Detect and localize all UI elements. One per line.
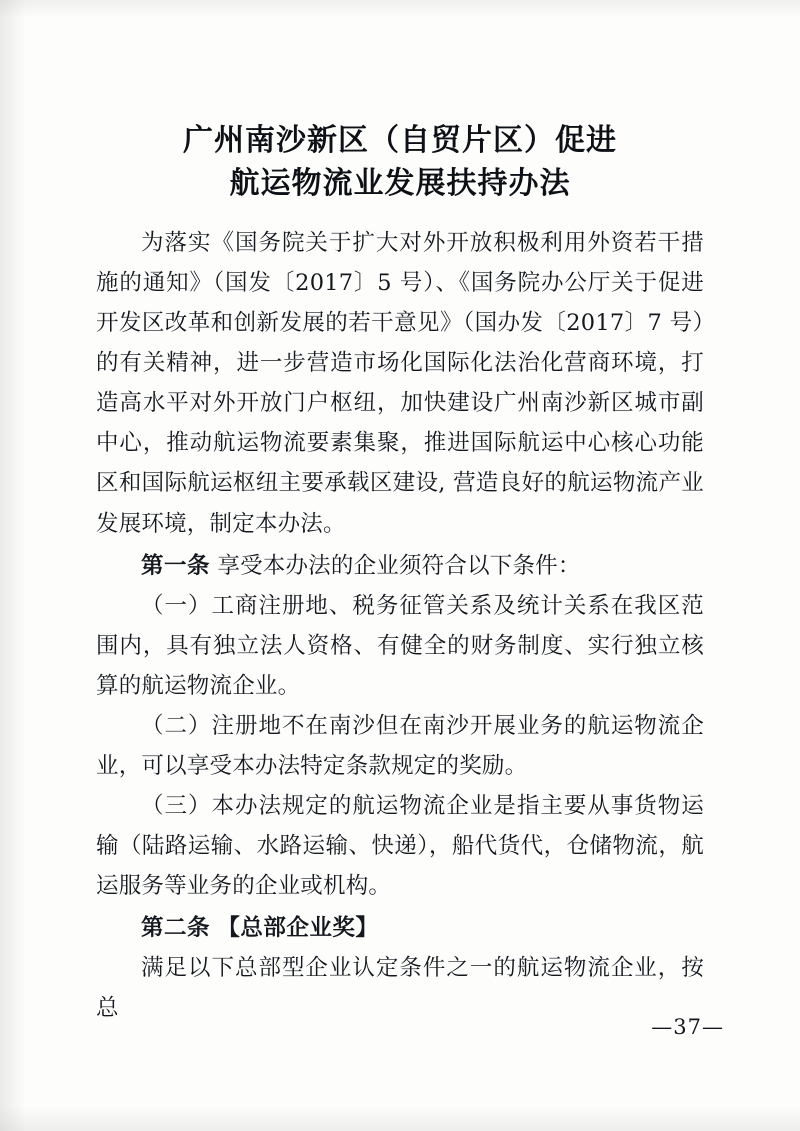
article-one-heading-text: 享受本办法的企业须符合以下条件： [217,552,581,579]
document-body [96,120,704,1028]
article-two-label: 第二条 [141,914,211,941]
article-two-item-1: 满足以下总部型企业认定条件之一的航运物流企业，按总 [96,955,704,1022]
article-two-heading-text: 【总部企业奖】 [217,914,379,941]
article-one-heading [96,546,704,586]
preamble-paragraph: 为落实《国务院关于扩大对外开放积极利用外资若干措施的通知》（国发〔2017〕5 号）、《国务院办公厅关于促进开发区改革和创新发展的若干意见》（国办发〔2017〕7 号）的有关精神，进一步营造市场化国际化法治化营商环境，打造高水平对外开放门户枢纽，加快建设广州南沙新区城市副中心，推动航运物流要素集聚，推进国际航运中心核心功能区和国际航运枢纽主要承载区建设, 营造良好的航运物流产业发展环境，制定本办法。 [96,230,704,537]
article-two-heading [96,908,704,948]
page-title-line-2: 航运物流业发展扶持办法 [229,165,571,201]
page-title [96,120,704,205]
page-edge-shading-top [0,0,800,18]
article-one-label: 第一条 [141,552,211,579]
article-one-item-1: （一）工商注册地、税务征管关系及统计关系在我区范围内，具有独立法人资格、有健全的财务制度、实行独立核算的航运物流企业。 [96,592,704,699]
page-edge-shading-left [0,0,26,1131]
page-number: —37— [651,1015,724,1039]
page-edge-shading-bottom [0,1105,800,1131]
page-title-line-1: 广州南沙新区（自贸片区）促进 [183,123,617,158]
article-one-item-2: （二）注册地不在南沙但在南沙开展业务的航运物流企业，可以享受本办法特定条款规定的奖励。 [96,712,704,779]
article-one-item-3: （三）本办法规定的航运物流企业是指主要从事货物运输（陆路运输、水路运输、快递），船代货代，仓储物流，航运服务等业务的企业或机构。 [96,792,704,899]
